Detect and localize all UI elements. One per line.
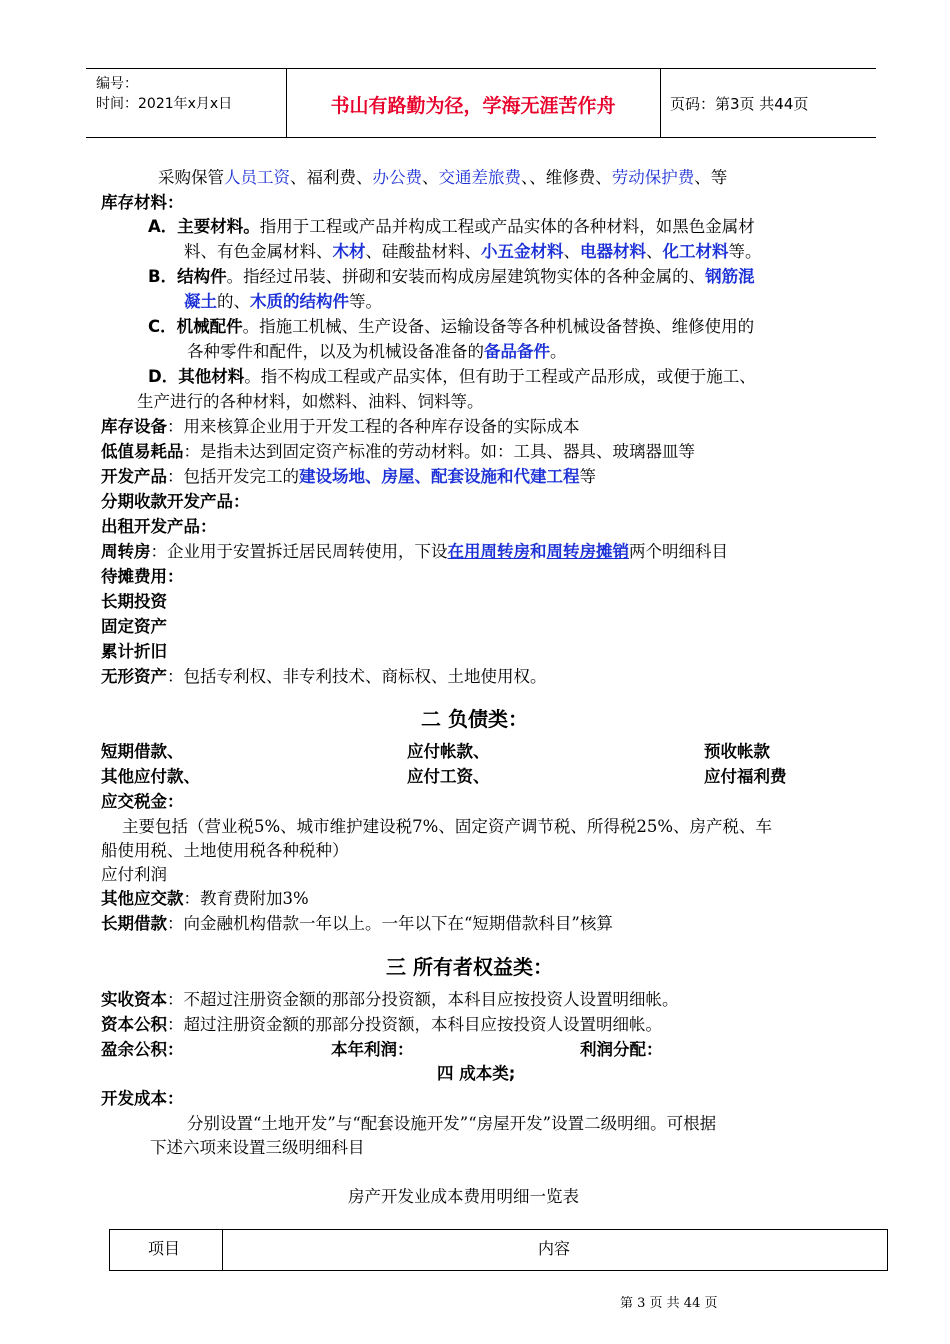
line-deferred: 待摊费用： <box>101 567 184 586</box>
item-b-cont: 凝土的、木质的结构件等。 <box>184 292 382 311</box>
line-profit-payable: 应付利润 <box>101 865 167 884</box>
item-c: C．机械配件。指施工机械、生产设备、运输设备等各种机械设备替换、维修使用的 <box>148 317 755 336</box>
line-dev-products: 开发产品：包括开发完工的建设场地、房屋、配套设施和代建工程等 <box>101 467 596 486</box>
table-divider <box>222 1230 223 1270</box>
line-taxes-detail: 主要包括（营业税5%、城市维护建设税7%、固定资产调节税、所得税25%、房产税、车 <box>122 817 773 836</box>
line-inventory-equipment: 库存设备：用来核算企业用于开发工程的各种库存设备的实际成本 <box>101 417 580 436</box>
number-label: 编号： <box>96 76 138 92</box>
heading-inventory-materials: 库存材料： <box>101 193 184 212</box>
line-purchasing: 采购保管人员工资、福利费、办公费、交通差旅费、、维修费、劳动保护费、等 <box>158 168 728 187</box>
page-header <box>86 68 876 138</box>
line-current-profit: 本年利润： <box>331 1040 414 1059</box>
liab-r1a: 短期借款、 <box>101 742 184 761</box>
line-profit-distribution: 利润分配： <box>580 1040 663 1059</box>
line-rental: 出租开发产品： <box>101 517 217 536</box>
line-dev-cost-desc-cont: 下述六项来设置三级明细科目 <box>150 1138 365 1157</box>
line-installment: 分期收款开发产品： <box>101 492 250 511</box>
item-c-cont: 各种零件和配件，以及为机械设备准备的备品备件。 <box>187 342 567 361</box>
header-left-cell <box>86 69 287 137</box>
line-dev-cost: 开发成本： <box>101 1089 184 1108</box>
section-liabilities-title: 二 负债类： <box>421 707 528 731</box>
liab-r2b: 应付工资、 <box>407 767 490 786</box>
cost-table <box>109 1229 888 1271</box>
line-other-payables: 其他应交款：教育费附加3% <box>101 889 309 908</box>
item-a: A．主要材料。指用于工程或产品并构成工程或产品实体的各种材料，如黑色金属材 <box>148 217 755 236</box>
header-page-label: 页码：第3页 共44页 <box>670 95 809 113</box>
line-fixed-assets: 固定资产 <box>101 617 167 636</box>
line-intangible: 无形资产：包括专利权、非专利技术、商标权、土地使用权。 <box>101 667 547 686</box>
section-equity-title: 三 所有者权益类： <box>386 955 553 979</box>
item-d-cont: 生产进行的各种材料，如燃料、油料、饲料等。 <box>137 392 484 411</box>
line-turnover-housing: 周转房：企业用于安置拆迁居民周转使用，下设在用周转房和周转房摊销两个明细科目 <box>101 542 728 561</box>
line-capital-reserve: 资本公积：超过注册资金额的那部分投资额，本科目应按投资人设置明细帐。 <box>101 1015 662 1034</box>
liab-r2a: 其他应付款、 <box>101 767 200 786</box>
line-paid-in-capital: 实收资本：不超过注册资金额的那部分投资额，本科目应按投资人设置明细帐。 <box>101 990 679 1009</box>
time-label: 时间：2021年x月x日 <box>96 96 233 112</box>
line-taxes-detail-cont: 船使用税、土地使用税各种税种） <box>101 841 349 860</box>
line-long-term-invest: 长期投资 <box>101 592 167 611</box>
liab-r1c: 预收帐款 <box>704 742 770 761</box>
liab-r2c: 应付福利费 <box>704 767 787 786</box>
header-motto: 书山有路勤为径，学海无涯苦作舟 <box>330 95 616 117</box>
line-long-term-loan: 长期借款：向金融机构借款一年以上。一年以下在“短期借款科目”核算 <box>101 914 613 933</box>
table-title: 房产开发业成本费用明细一览表 <box>348 1187 579 1206</box>
line-depreciation: 累计折旧 <box>101 642 167 661</box>
line-surplus-reserve: 盈余公积： <box>101 1040 184 1059</box>
page-footer: 第 3 页 共 44 页 <box>620 1296 718 1311</box>
section-cost-title: 四 成本类; <box>437 1064 516 1083</box>
item-a-cont: 料、有色金属材料、木材、硅酸盐材料、小五金材料、电器材料、化工材料等。 <box>184 242 762 261</box>
liab-r1b: 应付帐款、 <box>407 742 490 761</box>
item-b: B．结构件。指经过吊装、拼砌和安装而构成房屋建筑物实体的各种金属的、钢筋混 <box>148 267 755 286</box>
table-header-item: 项目 <box>148 1239 181 1258</box>
item-d: D．其他材料。指不构成工程或产品实体，但有助于工程或产品形成，或便于施工、 <box>148 367 756 386</box>
line-dev-cost-desc: 分别设置“土地开发”与“配套设施开发”“房屋开发”设置二级明细。可根据 <box>187 1114 717 1133</box>
line-taxes-payable: 应交税金： <box>101 792 184 811</box>
line-low-value: 低值易耗品：是指未达到固定资产标准的劳动材料。如：工具、器具、玻璃器皿等 <box>101 442 695 461</box>
table-header-content: 内容 <box>538 1239 571 1258</box>
